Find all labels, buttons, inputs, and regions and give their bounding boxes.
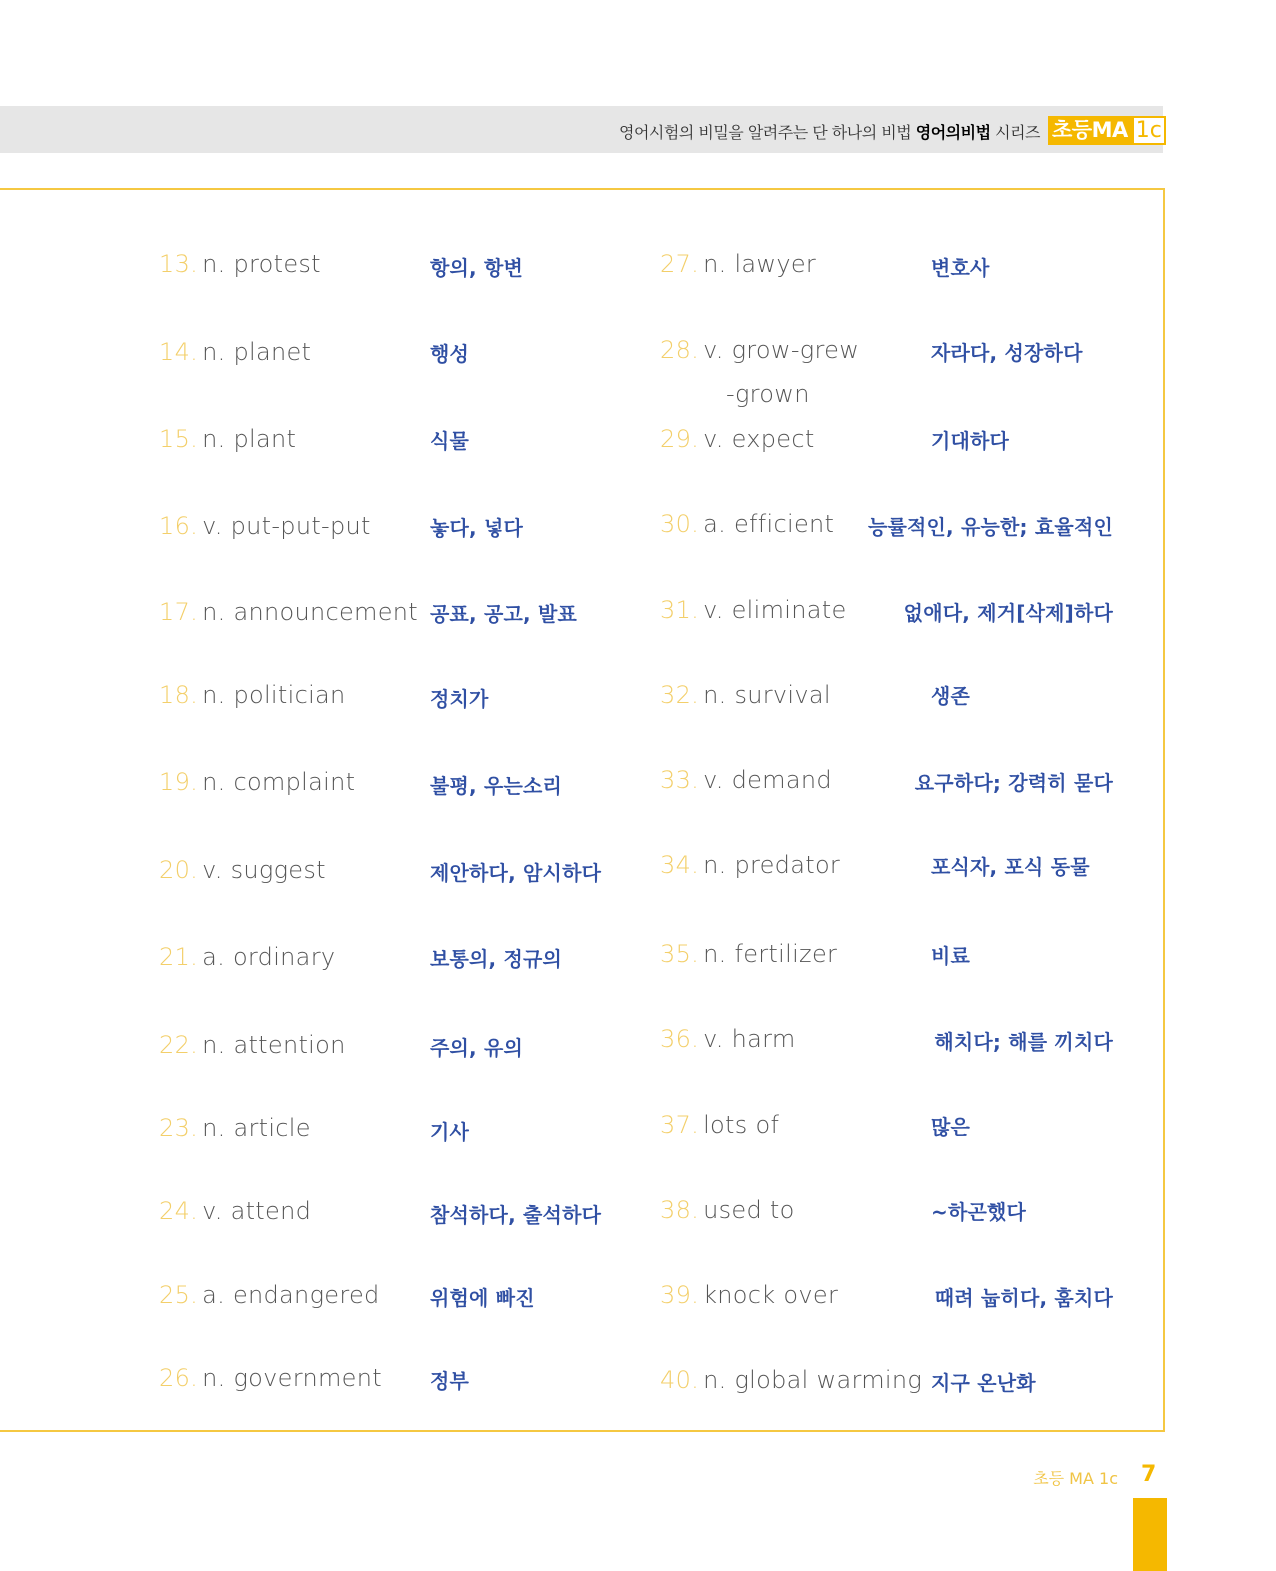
vocab-word	[159, 943, 335, 971]
header-tagline	[619, 120, 1040, 143]
vocab-meaning: 지구 온난화	[931, 1371, 1036, 1395]
vocab-word	[159, 1364, 382, 1392]
vocab-meaning: 기사	[430, 1120, 470, 1144]
vocab-meaning: 공표, 공고, 발표	[430, 602, 578, 626]
vocab-term: v. expect	[703, 425, 815, 453]
vocab-number: 16.	[159, 512, 199, 540]
vocab-term: knock over	[703, 1281, 839, 1309]
vocab-word	[159, 425, 296, 453]
vocab-meaning: 놓다, 넣다	[430, 516, 524, 540]
vocab-number: 35.	[660, 940, 700, 968]
vocab-meaning: ~하곤했다	[931, 1200, 1027, 1224]
vocab-term: n. attention	[202, 1031, 346, 1059]
vocab-word	[159, 681, 346, 709]
vocab-word	[660, 510, 834, 538]
vocab-meaning: 생존	[931, 684, 971, 708]
vocab-number: 29.	[660, 425, 700, 453]
vocab-term: v. put-put-put	[202, 512, 371, 540]
vocab-number: 36.	[660, 1025, 700, 1053]
vocab-word	[660, 596, 847, 624]
footer-label: 초등 MA 1c	[1033, 1469, 1118, 1488]
vocab-meaning: 때려 눕히다, 훔치다	[934, 1286, 1113, 1310]
series-badge	[1048, 116, 1166, 145]
vocab-term: v. attend	[202, 1197, 312, 1225]
vocab-term: used to	[703, 1196, 795, 1224]
vocab-number: 17.	[159, 598, 199, 626]
vocab-meaning: 제안하다, 암시하다	[430, 861, 602, 885]
vocab-term: a. ordinary	[202, 943, 336, 971]
vocab-term: n. lawyer	[703, 250, 817, 278]
vocab-word	[660, 1281, 838, 1309]
vocab-term: v. grow-grew	[703, 336, 860, 364]
vocab-term: n. complaint	[202, 768, 356, 796]
series-name: 영어의비법	[915, 123, 991, 142]
vocab-term: n. government	[202, 1364, 382, 1392]
vocab-term: v. suggest	[202, 856, 326, 884]
vocab-number: 14.	[159, 338, 199, 366]
vocab-meaning: 비료	[931, 944, 971, 968]
vocab-term: a. efficient	[703, 510, 835, 538]
vocab-word	[159, 856, 326, 884]
vocab-number: 27.	[660, 250, 700, 278]
vocab-number: 38.	[660, 1196, 700, 1224]
vocab-meaning: 많은	[931, 1115, 971, 1139]
vocab-meaning: 행성	[430, 342, 470, 366]
vocab-term: v. demand	[703, 766, 832, 794]
vocab-word	[159, 1114, 311, 1142]
vocab-term: n. announcement	[202, 598, 419, 626]
vocab-term: n. plant	[202, 425, 297, 453]
vocab-meaning: 참석하다, 출석하다	[430, 1203, 602, 1227]
vocab-word	[660, 250, 816, 278]
vocab-meaning: 기대하다	[931, 429, 1010, 453]
vocab-word	[159, 512, 371, 540]
vocab-meaning: 능률적인, 유능한; 효율적인	[867, 515, 1113, 539]
vocab-meaning: 식물	[430, 429, 470, 453]
series-suffix: 시리즈	[995, 123, 1040, 142]
vocab-number: 34.	[660, 851, 700, 879]
vocab-number: 25.	[159, 1281, 199, 1309]
vocab-term: n. planet	[202, 338, 312, 366]
vocab-meaning: 해치다; 해를 끼치다	[934, 1030, 1113, 1054]
vocab-meaning: 정치가	[430, 687, 489, 711]
vocab-term: n. survival	[703, 681, 831, 709]
vocab-term: v. eliminate	[703, 596, 847, 624]
vocab-number: 15.	[159, 425, 199, 453]
vocab-meaning: 없애다, 제거[삭제]하다	[903, 601, 1113, 625]
vocab-number: 37.	[660, 1111, 700, 1139]
vocab-meaning: 불평, 우는소리	[430, 774, 563, 798]
vocab-word	[660, 1025, 796, 1053]
vocab-meaning: 포식자, 포식 동물	[931, 855, 1090, 879]
vocab-word	[660, 940, 837, 968]
vocab-term: n. predator	[703, 851, 841, 879]
vocab-number: 23.	[159, 1114, 199, 1142]
page-number: 7	[1141, 1462, 1157, 1487]
vocab-number: 39.	[660, 1281, 700, 1309]
vocab-word	[159, 250, 321, 278]
vocab-number: 22.	[159, 1031, 199, 1059]
vocab-word	[159, 1197, 311, 1225]
badge-sub: 1c	[1132, 116, 1166, 145]
vocab-term: lots of	[703, 1111, 780, 1139]
vocab-word	[660, 766, 832, 794]
vocab-number: 20.	[159, 856, 199, 884]
vocab-word	[159, 338, 311, 366]
vocab-meaning: 주의, 유의	[430, 1036, 524, 1060]
vocab-term: n. fertilizer	[703, 940, 838, 968]
vocab-word	[159, 1031, 346, 1059]
vocab-word	[660, 1366, 922, 1394]
vocab-frame	[0, 188, 1165, 1432]
vocab-meaning: 보통의, 정규의	[430, 947, 563, 971]
badge-main: 초등MA	[1048, 116, 1132, 145]
vocab-word	[660, 681, 831, 709]
vocab-number: 24.	[159, 1197, 199, 1225]
vocab-meaning: 정부	[430, 1369, 470, 1393]
vocab-term: n. protest	[202, 250, 321, 278]
vocab-number: 19.	[159, 768, 199, 796]
vocab-word	[660, 336, 859, 408]
vocab-meaning: 자라다, 성장하다	[931, 341, 1083, 365]
vocab-number: 28.	[660, 336, 700, 364]
vocab-word	[159, 598, 418, 626]
vocab-meaning: 위험에 빠진	[430, 1286, 535, 1310]
vocab-word	[660, 851, 840, 879]
vocab-term: n. article	[202, 1114, 311, 1142]
vocab-number: 32.	[660, 681, 700, 709]
vocab-number: 26.	[159, 1364, 199, 1392]
vocab-number: 30.	[660, 510, 700, 538]
vocab-meaning: 항의, 항변	[430, 256, 524, 280]
vocab-word	[159, 1281, 380, 1309]
vocab-number: 40.	[660, 1366, 700, 1394]
vocab-number: 18.	[159, 681, 199, 709]
vocab-word	[660, 425, 815, 453]
vocab-number: 33.	[660, 766, 700, 794]
vocab-term: n. politician	[202, 681, 346, 709]
vocab-meaning: 변호사	[931, 256, 990, 280]
vocab-number: 13.	[159, 250, 199, 278]
vocab-term: a. endangered	[202, 1281, 380, 1309]
vocab-word	[660, 1196, 795, 1224]
tagline-text: 영어시험의 비밀을 알려주는 단 하나의 비법	[619, 123, 912, 142]
vocab-number: 31.	[660, 596, 700, 624]
page-tab	[1133, 1498, 1167, 1571]
vocab-word	[159, 768, 355, 796]
vocab-number: 21.	[159, 943, 199, 971]
vocab-meaning: 요구하다; 강력히 묻다	[914, 771, 1113, 795]
vocab-term: v. harm	[703, 1025, 796, 1053]
vocab-term-continuation: -grown	[726, 380, 810, 408]
vocab-term: n. global warming	[703, 1366, 923, 1394]
vocab-word	[660, 1111, 779, 1139]
